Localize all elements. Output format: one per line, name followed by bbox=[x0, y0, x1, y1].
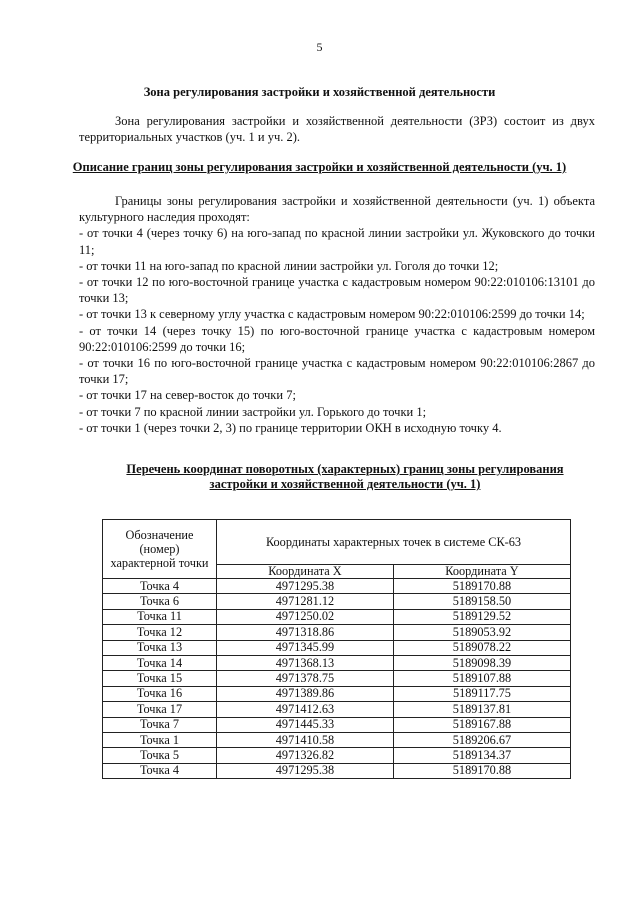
table-title bbox=[100, 462, 590, 492]
table-row bbox=[103, 763, 571, 778]
coordinate-y-cell: 5189134.37 bbox=[393, 748, 570, 763]
point-cell: Точка 4 bbox=[103, 763, 217, 778]
zone-intro-text: Зона регулирования застройки и хозяйственной деятельности (ЗРЗ) состоит из двух территориальных участков (уч. 1 и уч. 2). bbox=[79, 114, 595, 145]
coordinate-x-cell: 4971389.86 bbox=[217, 686, 394, 701]
coordinate-y-cell: 5189078.22 bbox=[393, 640, 570, 655]
header-point-designation bbox=[103, 520, 217, 579]
table-title-line1: Перечень координат поворотных (характерных) границ зоны регулирования bbox=[126, 462, 564, 476]
table-row bbox=[103, 702, 571, 717]
table-row bbox=[103, 655, 571, 670]
boundary-segment: - от точки 1 (через точки 2, 3) по границе территории ОКН в исходную точку 4. bbox=[79, 420, 502, 435]
coordinate-x-cell: 4971318.86 bbox=[217, 625, 394, 640]
boundary-segment: - от точки 11 на юго-запад по красной линии застройки ул. Гоголя до точки 12; bbox=[79, 258, 499, 273]
table-row bbox=[103, 625, 571, 640]
coordinate-y-cell: 5189053.92 bbox=[393, 625, 570, 640]
point-cell: Точка 16 bbox=[103, 686, 217, 701]
coordinate-x-cell: 4971410.58 bbox=[217, 732, 394, 747]
boundary-segment: - от точки 13 к северному углу участка с кадастровым номером 90:22:010106:2599 до точки 14; bbox=[79, 307, 585, 322]
page-number: 5 bbox=[316, 40, 323, 54]
coordinate-y-cell: 5189170.88 bbox=[393, 763, 570, 778]
zone-title: Зона регулирования застройки и хозяйственной деятельности bbox=[143, 85, 496, 99]
point-cell: Точка 11 bbox=[103, 609, 217, 624]
point-cell: Точка 12 bbox=[103, 625, 217, 640]
coordinate-y-cell: 5189107.88 bbox=[393, 671, 570, 686]
coordinate-y-cell: 5189206.67 bbox=[393, 732, 570, 747]
coordinate-x-cell: 4971250.02 bbox=[217, 609, 394, 624]
coordinate-x-cell: 4971412.63 bbox=[217, 702, 394, 717]
boundary-segment: - от точки 4 (через точку 6) на юго-запад по красной линии застройки ул. Жуковского до точки 11; bbox=[79, 226, 595, 257]
table-row bbox=[103, 640, 571, 655]
table-row bbox=[103, 609, 571, 624]
header-coordinate-system: Координаты характерных точек в системе СК-63 bbox=[217, 520, 571, 565]
coordinates-table bbox=[102, 519, 571, 779]
point-cell: Точка 1 bbox=[103, 732, 217, 747]
boundaries-intro: Границы зоны регулирования застройки и хозяйственной деятельности (уч. 1) объекта культурного наследия проходят: bbox=[79, 194, 595, 225]
point-cell: Точка 7 bbox=[103, 717, 217, 732]
table-row bbox=[103, 717, 571, 732]
coordinate-y-cell: 5189117.75 bbox=[393, 686, 570, 701]
boundary-segment: - от точки 7 по красной линии застройки ул. Горького до точки 1; bbox=[79, 404, 427, 419]
point-cell: Точка 13 bbox=[103, 640, 217, 655]
coordinate-x-cell: 4971326.82 bbox=[217, 748, 394, 763]
point-cell: Точка 5 bbox=[103, 748, 217, 763]
coordinate-y-cell: 5189158.50 bbox=[393, 594, 570, 609]
table-row bbox=[103, 748, 571, 763]
table-row bbox=[103, 579, 571, 594]
header-point-line: Обозначение bbox=[125, 528, 194, 542]
point-cell: Точка 17 bbox=[103, 702, 217, 717]
coordinate-x-cell: 4971345.99 bbox=[217, 640, 394, 655]
coordinate-x-cell: 4971368.13 bbox=[217, 655, 394, 670]
coordinate-x-cell: 4971445.33 bbox=[217, 717, 394, 732]
header-point-line: (номер) bbox=[139, 542, 180, 556]
coordinate-x-cell: 4971295.38 bbox=[217, 579, 394, 594]
boundaries-title: Описание границ зоны регулирования застройки и хозяйственной деятельности (уч. 1) bbox=[72, 160, 567, 174]
coordinate-y-cell: 5189098.39 bbox=[393, 655, 570, 670]
boundary-segment: - от точки 17 на север-восток до точки 7; bbox=[79, 388, 296, 403]
boundaries-description bbox=[79, 193, 595, 436]
coordinate-x-cell: 4971378.75 bbox=[217, 671, 394, 686]
coordinate-y-cell: 5189137.81 bbox=[393, 702, 570, 717]
zone-intro bbox=[79, 113, 595, 145]
point-cell: Точка 4 bbox=[103, 579, 217, 594]
header-y: Координата Y bbox=[393, 565, 570, 579]
coordinate-x-cell: 4971281.12 bbox=[217, 594, 394, 609]
table-row bbox=[103, 732, 571, 747]
boundary-segment: - от точки 14 (через точку 15) по юго-восточной границе участка с кадастровым номером 90:22:010106:2599 до точки 16; bbox=[79, 323, 595, 354]
table-header-row bbox=[103, 520, 571, 565]
point-cell: Точка 6 bbox=[103, 594, 217, 609]
table-row bbox=[103, 594, 571, 609]
table-row bbox=[103, 686, 571, 701]
header-point-line: характерной точки bbox=[110, 556, 209, 570]
table-title-line2: застройки и хозяйственной деятельности (уч. 1) bbox=[209, 477, 481, 491]
table-body bbox=[103, 579, 571, 779]
header-x: Координата X bbox=[217, 565, 394, 579]
table-row bbox=[103, 671, 571, 686]
coordinate-x-cell: 4971295.38 bbox=[217, 763, 394, 778]
coordinate-y-cell: 5189170.88 bbox=[393, 579, 570, 594]
point-cell: Точка 14 bbox=[103, 655, 217, 670]
point-cell: Точка 15 bbox=[103, 671, 217, 686]
boundary-segment: - от точки 16 по юго-восточной границе участка с кадастровым номером 90:22:010106:2867 до точки 17; bbox=[79, 356, 595, 387]
boundary-segment: - от точки 12 по юго-восточной границе участка с кадастровым номером 90:22:010106:13101 до точки 13; bbox=[79, 275, 595, 306]
coordinate-y-cell: 5189129.52 bbox=[393, 609, 570, 624]
coordinate-y-cell: 5189167.88 bbox=[393, 717, 570, 732]
